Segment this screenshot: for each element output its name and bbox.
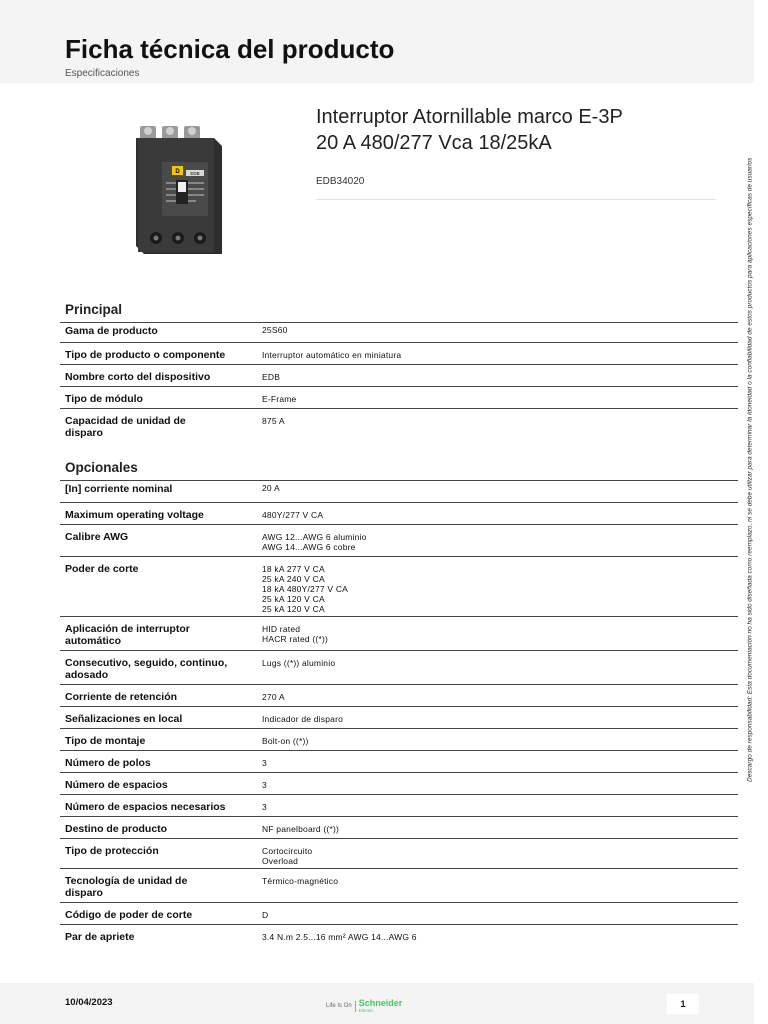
- page-subtitle: Especificaciones: [65, 68, 140, 79]
- spec-value-line: 18 kA 277 V CA: [262, 564, 325, 574]
- spec-value-line: 20 A: [262, 483, 280, 493]
- spec-value-line: 3: [262, 780, 267, 790]
- spec-label: [60, 651, 262, 685]
- spec-value: [262, 525, 738, 557]
- spec-label: [60, 707, 262, 729]
- disclaimer-note: Descargo de responsabilidad: Esta documentación no ha sido diseñada como reemplazo, ni se debe utilizar para determinar la idoneidad o la confiabilidad de estos productos para aplicaciones específicas de usuarios: [746, 157, 754, 782]
- spec-row: [60, 903, 738, 925]
- spec-label: [60, 409, 262, 443]
- spec-value-line: 25 kA 240 V CA: [262, 574, 325, 584]
- spec-label: [60, 685, 262, 707]
- spec-value-line: E-Frame: [262, 394, 297, 404]
- spec-value-line: Overload: [262, 856, 299, 866]
- section-title-principal: Principal: [65, 302, 123, 317]
- page-title: Ficha técnica del producto: [65, 34, 395, 64]
- spec-label-line: Consecutivo, seguido, continuo,: [65, 657, 228, 669]
- spec-value: [262, 503, 738, 525]
- spec-value-line: 875 A: [262, 416, 285, 426]
- spec-value-line: Cortocircuito: [262, 846, 313, 856]
- spec-label: [60, 481, 262, 503]
- spec-value: [262, 869, 738, 903]
- spec-value-line: Interruptor automático en miniatura: [262, 350, 402, 360]
- spec-value-line: 270 A: [262, 692, 285, 702]
- spec-label: [60, 839, 262, 869]
- spec-label: [60, 729, 262, 751]
- spec-value-line: AWG 14...AWG 6 cobre: [262, 542, 356, 552]
- spec-value-line: HACR rated ((*)): [262, 634, 329, 644]
- spec-value: [262, 481, 738, 503]
- spec-row: [60, 685, 738, 707]
- spec-label-line: adosado: [65, 669, 109, 681]
- spec-row: [60, 525, 738, 557]
- spec-value-line: 3: [262, 802, 267, 812]
- spec-row: [60, 651, 738, 685]
- product-title: [316, 104, 736, 156]
- spec-label-line: Tipo de producto o componente: [65, 349, 226, 361]
- spec-label-line: Poder de corte: [65, 563, 139, 575]
- spec-row: [60, 925, 738, 947]
- footer-date: 10/04/2023: [65, 997, 113, 1008]
- spec-row: [60, 557, 738, 617]
- spec-value-line: D: [262, 910, 269, 920]
- spec-label-line: Corriente de retención: [65, 691, 178, 703]
- spec-label-line: disparo: [65, 887, 103, 899]
- spec-value-line: HID rated: [262, 624, 301, 634]
- spec-label-line: Capacidad de unidad de: [65, 415, 186, 427]
- schneider-electric-logo: [326, 999, 402, 1013]
- spec-label: [60, 903, 262, 925]
- spec-row: [60, 795, 738, 817]
- spec-label-line: [In] corriente nominal: [65, 483, 173, 495]
- spec-value-line: Bolt-on ((*)): [262, 736, 309, 746]
- spec-value-line: Lugs ((*)) aluminio: [262, 658, 336, 668]
- spec-row: [60, 773, 738, 795]
- spec-label: [60, 557, 262, 617]
- spec-value: [262, 617, 738, 651]
- spec-table-opcionales: [60, 480, 738, 947]
- spec-row: [60, 817, 738, 839]
- spec-label-line: Calibre AWG: [65, 531, 129, 543]
- spec-label-line: Aplicación de interruptor: [65, 623, 190, 635]
- spec-label-line: Gama de producto: [65, 325, 158, 337]
- spec-value-line: 25 kA 120 V CA: [262, 604, 325, 614]
- spec-value: [262, 557, 738, 617]
- spec-label-line: automático: [65, 635, 122, 647]
- spec-label-line: disparo: [65, 427, 103, 439]
- spec-row: [60, 481, 738, 503]
- svg-text:D: D: [175, 169, 180, 175]
- spec-label-line: Maximum operating voltage: [65, 509, 204, 521]
- spec-value-line: NF panelboard ((*)): [262, 824, 340, 834]
- spec-row: [60, 751, 738, 773]
- spec-label: [60, 323, 262, 343]
- logo-tagline: Life Is On: [326, 1003, 352, 1009]
- spec-label: [60, 525, 262, 557]
- spec-label-line: Tipo de módulo: [65, 393, 143, 405]
- logo-brand: Schneider: [358, 998, 403, 1008]
- spec-table-principal: [60, 322, 738, 443]
- spec-value: [262, 817, 738, 839]
- product-image: [130, 122, 230, 257]
- divider: [316, 199, 716, 200]
- spec-row: [60, 343, 738, 365]
- spec-value: [262, 651, 738, 685]
- spec-label-line: Nombre corto del dispositivo: [65, 371, 211, 383]
- spec-row: [60, 365, 738, 387]
- spec-label-line: Número de espacios: [65, 779, 168, 791]
- spec-row: [60, 323, 738, 343]
- spec-value: [262, 903, 738, 925]
- logo-divider: [355, 1001, 356, 1012]
- spec-label-line: Número de polos: [65, 757, 151, 769]
- product-title-line-2: 20 A 480/277 Vca 18/25kA: [316, 132, 552, 154]
- spec-value: [262, 365, 738, 387]
- spec-label: [60, 925, 262, 947]
- spec-label: [60, 817, 262, 839]
- spec-label: [60, 773, 262, 795]
- spec-label: [60, 795, 262, 817]
- spec-row: [60, 387, 738, 409]
- spec-value: [262, 751, 738, 773]
- spec-value: [262, 925, 738, 947]
- spec-value: [262, 707, 738, 729]
- spec-label-line: Tipo de protección: [65, 845, 159, 857]
- spec-label-line: Señalizaciones en local: [65, 713, 183, 725]
- spec-row: [60, 409, 738, 443]
- spec-value-line: 25S60: [262, 325, 288, 335]
- spec-value: [262, 839, 738, 869]
- spec-label: [60, 387, 262, 409]
- spec-value-line: EDB: [262, 372, 281, 382]
- spec-label: [60, 751, 262, 773]
- spec-value: [262, 323, 738, 343]
- spec-value-line: 18 kA 480Y/277 V CA: [262, 584, 349, 594]
- spec-value: [262, 343, 738, 365]
- product-image-label: EDB: [190, 171, 200, 176]
- spec-label: [60, 617, 262, 651]
- spec-value-line: 3.4 N.m 2.5...16 mm² AWG 14...AWG 6: [262, 932, 417, 942]
- spec-value-line: Indicador de disparo: [262, 714, 344, 724]
- spec-value-line: 480Y/277 V CA: [262, 510, 324, 520]
- spec-label: [60, 365, 262, 387]
- spec-row: [60, 869, 738, 903]
- product-reference: EDB34020: [316, 176, 365, 187]
- spec-label-line: Tecnología de unidad de: [65, 875, 188, 887]
- spec-label-line: Número de espacios necesarios: [65, 801, 226, 813]
- spec-row: [60, 839, 738, 869]
- spec-row: [60, 707, 738, 729]
- spec-value-line: 25 kA 120 V CA: [262, 594, 325, 604]
- spec-label-line: Tipo de montaje: [65, 735, 146, 747]
- spec-row: [60, 729, 738, 751]
- spec-row: [60, 503, 738, 525]
- spec-value-line: AWG 12...AWG 6 aluminio: [262, 532, 367, 542]
- logo-sub: Electric: [358, 1008, 374, 1013]
- spec-value-line: Térmico-magnético: [262, 876, 339, 886]
- spec-row: [60, 617, 738, 651]
- spec-value: [262, 795, 738, 817]
- spec-label-line: Par de apriete: [65, 931, 135, 943]
- spec-value-line: 3: [262, 758, 267, 768]
- spec-label-line: Destino de producto: [65, 823, 168, 835]
- spec-value: [262, 409, 738, 443]
- spec-value: [262, 729, 738, 751]
- spec-label-line: Código de poder de corte: [65, 909, 193, 921]
- spec-value: [262, 773, 738, 795]
- spec-value: [262, 387, 738, 409]
- product-title-line-1: Interruptor Atornillable marco E-3P: [316, 106, 623, 128]
- spec-label: [60, 869, 262, 903]
- spec-label: [60, 503, 262, 525]
- spec-value: [262, 685, 738, 707]
- spec-label: [60, 343, 262, 365]
- section-title-opcionales: Opcionales: [65, 460, 138, 475]
- page-number: 1: [667, 994, 699, 1014]
